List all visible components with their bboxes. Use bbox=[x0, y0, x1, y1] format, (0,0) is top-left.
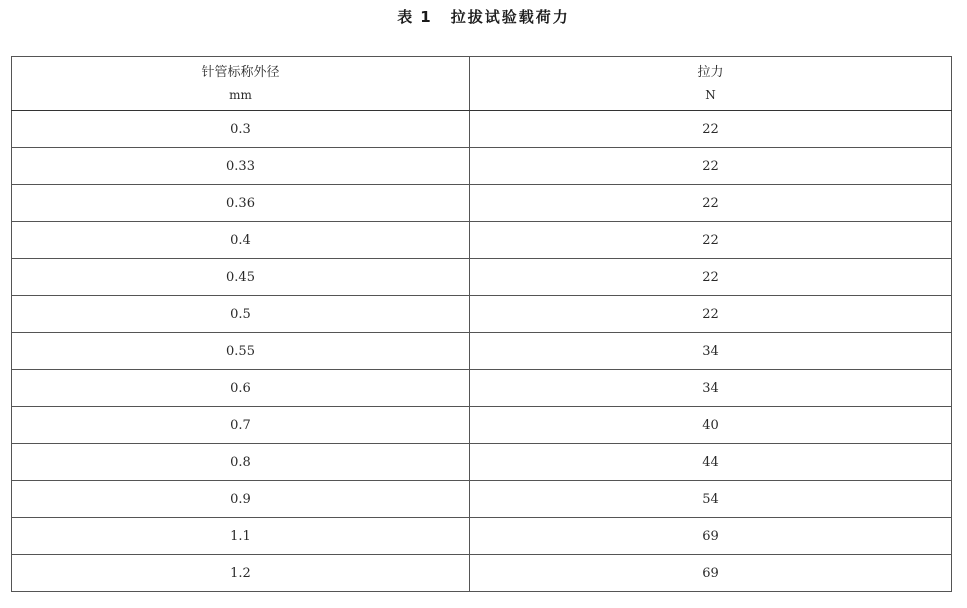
header-force-label: 拉力 bbox=[697, 64, 724, 80]
table-row bbox=[12, 370, 952, 407]
table-title-text: 拉拔试验载荷力 bbox=[450, 8, 570, 26]
cell-force: 22 bbox=[470, 148, 952, 185]
cell-force: 40 bbox=[470, 407, 952, 444]
cell-force: 34 bbox=[470, 370, 952, 407]
table-row bbox=[12, 407, 952, 444]
table-title-prefix: 表 bbox=[397, 8, 415, 26]
table-row bbox=[12, 111, 952, 148]
cell-diameter: 0.36 bbox=[12, 185, 470, 222]
cell-force: 22 bbox=[470, 222, 952, 259]
cell-force: 22 bbox=[470, 111, 952, 148]
header-diameter bbox=[12, 57, 470, 111]
cell-diameter: 0.5 bbox=[12, 296, 470, 333]
cell-diameter: 0.3 bbox=[12, 111, 470, 148]
header-force bbox=[470, 57, 952, 111]
header-diameter-unit: mm bbox=[229, 87, 252, 102]
table-row bbox=[12, 148, 952, 185]
table-number: 1 bbox=[420, 8, 433, 26]
header-row bbox=[12, 57, 952, 111]
header-diameter-label: 针管标称外径 bbox=[201, 64, 280, 80]
cell-diameter: 0.9 bbox=[12, 481, 470, 518]
table-row bbox=[12, 222, 952, 259]
cell-diameter: 0.6 bbox=[12, 370, 470, 407]
cell-diameter: 0.7 bbox=[12, 407, 470, 444]
cell-diameter: 1.1 bbox=[12, 518, 470, 555]
cell-diameter: 0.33 bbox=[12, 148, 470, 185]
table-title bbox=[0, 6, 967, 27]
cell-diameter: 0.8 bbox=[12, 444, 470, 481]
cell-diameter: 0.4 bbox=[12, 222, 470, 259]
cell-diameter: 1.2 bbox=[12, 555, 470, 592]
table-row bbox=[12, 444, 952, 481]
cell-diameter: 0.55 bbox=[12, 333, 470, 370]
cell-force: 69 bbox=[470, 555, 952, 592]
cell-force: 34 bbox=[470, 333, 952, 370]
pull-test-load-table bbox=[11, 56, 952, 592]
table-row bbox=[12, 296, 952, 333]
cell-force: 54 bbox=[470, 481, 952, 518]
cell-force: 22 bbox=[470, 296, 952, 333]
table-row bbox=[12, 518, 952, 555]
header-force-unit: N bbox=[705, 87, 716, 102]
table-row bbox=[12, 555, 952, 592]
cell-force: 22 bbox=[470, 259, 952, 296]
cell-force: 44 bbox=[470, 444, 952, 481]
cell-force: 69 bbox=[470, 518, 952, 555]
table-row bbox=[12, 259, 952, 296]
table-row bbox=[12, 481, 952, 518]
table-row bbox=[12, 333, 952, 370]
cell-diameter: 0.45 bbox=[12, 259, 470, 296]
cell-force: 22 bbox=[470, 185, 952, 222]
table-row bbox=[12, 185, 952, 222]
